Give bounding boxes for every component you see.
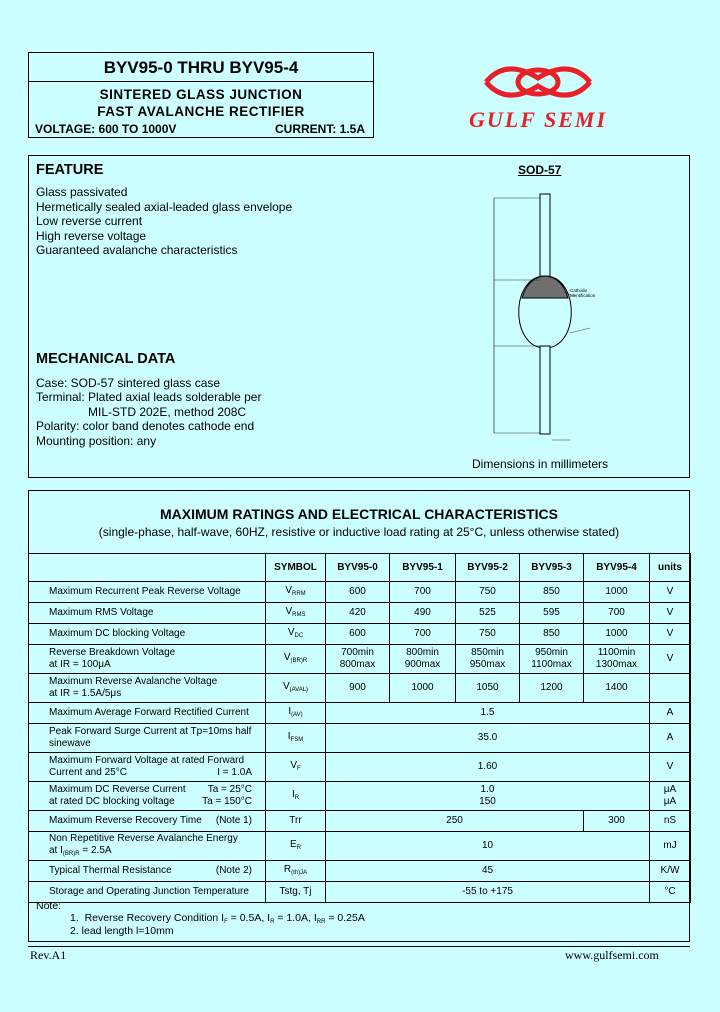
cell-value: 750 xyxy=(456,582,520,603)
row-symbol: $V_{RMS}$ xyxy=(266,603,326,624)
title-box xyxy=(28,52,374,138)
cell-value: 600 xyxy=(326,582,390,603)
column-header: BYV95-4 xyxy=(584,554,650,582)
row-desc: Non Repetitive Reverse Avalanche Energy at $I_{(BR)R} = 2.5A$ xyxy=(29,832,266,861)
cell-value: 600 xyxy=(326,624,390,645)
logo-text: GULF SEMI xyxy=(468,107,608,132)
cell-unit: V xyxy=(650,603,691,624)
title-divider xyxy=(29,81,373,82)
notes-heading: Note: xyxy=(36,900,62,912)
cell-unit: K/W xyxy=(650,861,691,882)
header-blank xyxy=(29,554,266,582)
cell-value: 1000 xyxy=(390,674,456,703)
cell-value: 420 xyxy=(326,603,390,624)
mechanical-line: Case: SOD-57 sintered glass case xyxy=(36,376,221,390)
row-desc: Maximum RMS Voltage xyxy=(29,603,266,624)
table-row xyxy=(29,832,691,861)
row-symbol: $V_{RRM}$ xyxy=(266,582,326,603)
cell-value: 595 xyxy=(520,603,584,624)
feature-heading: FEATURE xyxy=(36,162,104,178)
cell-value: 900 xyxy=(326,674,390,703)
feature-item: Guaranteed avalanche characteristics xyxy=(36,243,238,257)
table-row xyxy=(29,703,691,724)
cell-unit: μA μA xyxy=(650,782,691,811)
cell-unit: V xyxy=(650,624,691,645)
cell-unit: V xyxy=(650,645,691,674)
cell-value: 1000 xyxy=(584,624,650,645)
cell-value: 490 xyxy=(390,603,456,624)
cell-value: 250 xyxy=(326,811,584,832)
cell-value: 700 xyxy=(584,603,650,624)
table-row xyxy=(29,724,691,753)
table-row xyxy=(29,645,691,674)
row-desc: Maximum DC Reverse Current Ta = 25°C at rated DC blocking voltage Ta = 150°C xyxy=(29,782,266,811)
dimensions-caption: Dimensions in millimeters xyxy=(472,457,609,471)
cell-value: 1.60 xyxy=(326,753,650,782)
mechanical-line: MIL-STD 202E, method 208C xyxy=(88,405,247,419)
column-header: SYMBOL xyxy=(266,554,326,582)
cathode-label: Cathode xyxy=(570,288,588,293)
cell-unit: A xyxy=(650,724,691,753)
current-rating: CURRENT: 1.5A xyxy=(274,122,365,136)
row-desc: Maximum Forward Voltage at rated Forward Current and 25°C I = 1.0A xyxy=(29,753,266,782)
gulf-semi-logo xyxy=(462,54,612,134)
cell-value: 700 xyxy=(390,582,456,603)
mechanical-heading: MECHANICAL DATA xyxy=(36,351,176,367)
column-header: BYV95-1 xyxy=(390,554,456,582)
row-symbol: Trr xyxy=(266,811,326,832)
cell-value: 1050 xyxy=(456,674,520,703)
row-desc: Storage and Operating Junction Temperature xyxy=(29,882,266,903)
subtitle-line-2: FAST AVALANCHE RECTIFIER xyxy=(97,104,305,119)
row-symbol: $V_{(BR)R}$ xyxy=(266,645,326,674)
cell-unit: mJ xyxy=(650,832,691,861)
table-row xyxy=(29,582,691,603)
feature-item: Hermetically sealed axial-leaded glass envelope xyxy=(36,200,293,214)
column-header: units xyxy=(650,554,691,582)
cell-value: 850 xyxy=(520,624,584,645)
cell-value: 525 xyxy=(456,603,520,624)
row-desc: Maximum Average Forward Rectified Current xyxy=(29,703,266,724)
row-desc: Maximum Reverse Avalanche Voltage at IR = 1.5A/5μs xyxy=(29,674,266,703)
row-symbol: $E_R$ xyxy=(266,832,326,861)
part-title: BYV95-0 THRU BYV95-4 xyxy=(103,58,299,77)
ratings-subtitle: (single-phase, half-wave, 60HZ, resistive or inductive load rating at 25°C, unless otherwise stated) xyxy=(98,525,620,539)
revision: Rev.A1 xyxy=(30,948,67,962)
cell-value: 10 xyxy=(326,832,650,861)
cell-unit xyxy=(650,674,691,703)
column-header: BYV95-0 xyxy=(326,554,390,582)
website-url: www.gulfsemi.com xyxy=(565,948,659,962)
cell-unit: °C xyxy=(650,882,691,903)
mechanical-line: Mounting position: any xyxy=(36,434,157,448)
table-header-row xyxy=(29,554,691,582)
voltage-rating: VOLTAGE: 600 TO 1000V xyxy=(35,122,177,136)
table-row xyxy=(29,811,691,832)
cell-value: 300 xyxy=(584,811,650,832)
cell-value: 1000 xyxy=(584,582,650,603)
cell-value: 800min 900max xyxy=(390,645,456,674)
note-2: 2. lead length l=10mm xyxy=(70,925,174,937)
cell-value: 950min 1100max xyxy=(520,645,584,674)
feature-item: Glass passivated xyxy=(36,185,128,199)
column-header: BYV95-2 xyxy=(456,554,520,582)
note-1: 1. Reverse Recovery Condition $I_F = 0.5A$, $I_R = 1.0A$, $I_{RR} = 0.25A$ xyxy=(70,912,365,925)
table-row xyxy=(29,603,691,624)
row-symbol: $I_{FSM}$ xyxy=(266,724,326,753)
row-symbol: $V_F$ xyxy=(266,753,326,782)
cell-unit: nS xyxy=(650,811,691,832)
cell-unit: A xyxy=(650,703,691,724)
table-row xyxy=(29,674,691,703)
mechanical-line: Polarity: color band denotes cathode end xyxy=(36,419,255,433)
row-symbol: $V_{(AVAL)}$ xyxy=(266,674,326,703)
sod57-package-drawing xyxy=(470,188,630,450)
mechanical-line: Terminal: Plated axial leads solderable per xyxy=(36,390,262,404)
table-row xyxy=(29,782,691,811)
row-symbol: Tstg, Tj xyxy=(266,882,326,903)
subtitle-line-1: SINTERED GLASS JUNCTION xyxy=(99,87,303,102)
ratings-table xyxy=(28,553,691,903)
cell-unit: V xyxy=(650,582,691,603)
table-row xyxy=(29,624,691,645)
row-symbol: $I_R$ xyxy=(266,782,326,811)
row-symbol: $I_{(AV)}$ xyxy=(266,703,326,724)
footer-divider xyxy=(28,946,690,947)
ratings-title: MAXIMUM RATINGS AND ELECTRICAL CHARACTERISTICS xyxy=(160,506,558,522)
cell-value: 1100min 1300max xyxy=(584,645,650,674)
row-desc: Typical Thermal Resistance (Note 2) xyxy=(29,861,266,882)
cell-value: 750 xyxy=(456,624,520,645)
cell-value: 1.0 150 xyxy=(326,782,650,811)
cell-value: 35.0 xyxy=(326,724,650,753)
cell-value: 1.5 xyxy=(326,703,650,724)
row-desc: Maximum Reverse Recovery Time (Note 1) xyxy=(29,811,266,832)
table-row xyxy=(29,753,691,782)
cell-value: -55 to +175 xyxy=(326,882,650,903)
cell-unit: V xyxy=(650,753,691,782)
row-desc: Reverse Breakdown Voltage at IR = 100μA xyxy=(29,645,266,674)
cell-value: 1200 xyxy=(520,674,584,703)
column-header: BYV95-3 xyxy=(520,554,584,582)
cell-value: 850 xyxy=(520,582,584,603)
feature-item: Low reverse current xyxy=(36,214,143,228)
cell-value: 850min 950max xyxy=(456,645,520,674)
cell-value: 45 xyxy=(326,861,650,882)
row-desc: Maximum Recurrent Peak Reverse Voltage xyxy=(29,582,266,603)
row-desc: Peak Forward Surge Current at Tp=10ms half sinewave xyxy=(29,724,266,753)
cathode-label: Identification xyxy=(570,293,596,298)
feature-item: High reverse voltage xyxy=(36,229,147,243)
package-name: SOD-57 xyxy=(518,163,562,177)
cell-value: 700 xyxy=(390,624,456,645)
cell-value: 1400 xyxy=(584,674,650,703)
row-symbol: $R_{(th)JA}$ xyxy=(266,861,326,882)
cell-value: 700min 800max xyxy=(326,645,390,674)
row-desc: Maximum DC blocking Voltage xyxy=(29,624,266,645)
table-row xyxy=(29,882,691,903)
row-symbol: $V_{DC}$ xyxy=(266,624,326,645)
table-row xyxy=(29,861,691,882)
